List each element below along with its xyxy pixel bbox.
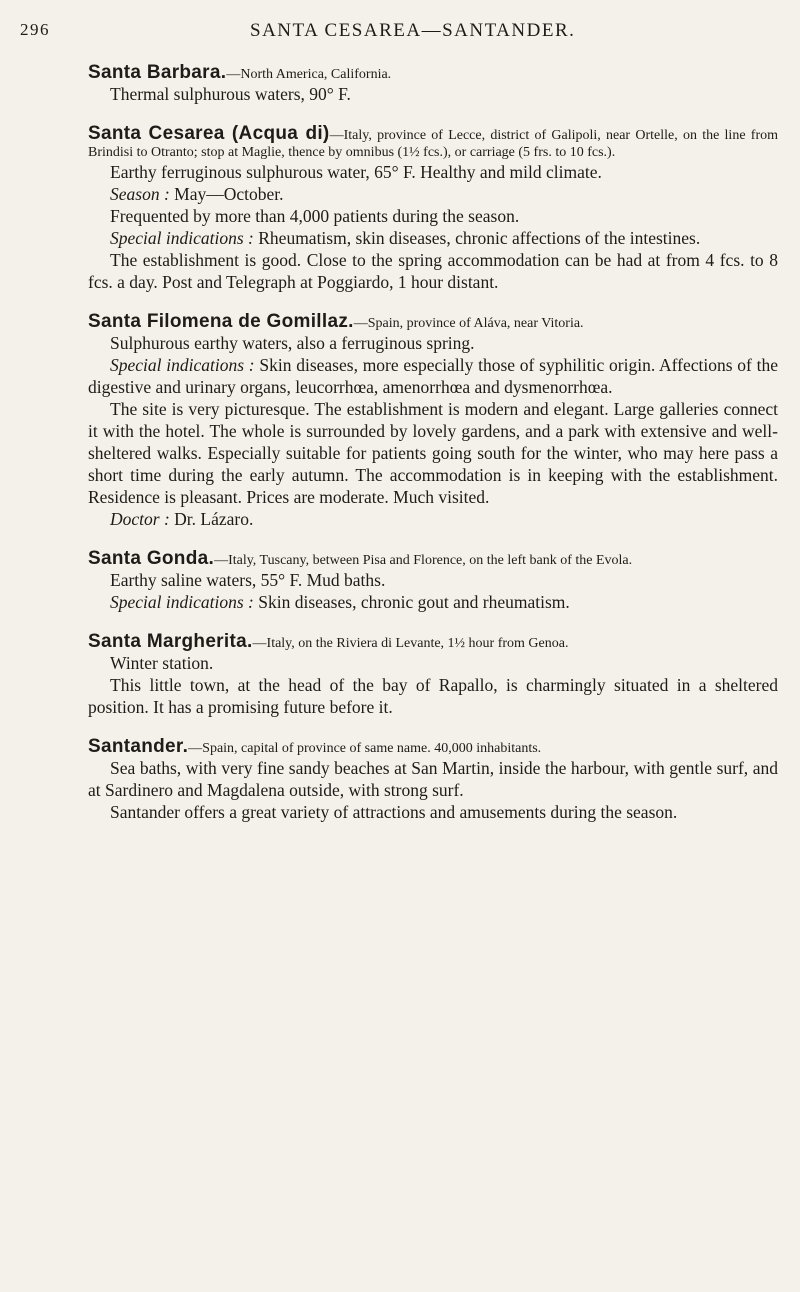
entry-paragraph (88, 508, 778, 530)
entry-paragraph (88, 757, 778, 801)
entry-headline (88, 738, 778, 757)
paragraph-text: Earthy saline waters, 55° F. Mud baths. (110, 570, 386, 590)
entry-paragraph (88, 249, 778, 293)
entry-name: Santa Filomena de Gomillaz. (88, 311, 354, 332)
entry (88, 738, 778, 823)
paragraph-text: Frequented by more than 4,000 patients during the season. (110, 206, 520, 226)
entry-headline (88, 313, 778, 332)
entry-paragraph (88, 332, 778, 354)
entry-paragraph (88, 161, 778, 183)
paragraph-label: Special indications : (110, 355, 255, 375)
paragraph-text: The site is very picturesque. The establishment is modern and elegant. Large galleries connect it with the hotel. The whole is surrounded by lovely gardens, and a park with extensive and well-sheltered walks. Especially suitable for patients going south for the winter, who may here pass a short time during the early autumn. The accommodation is in keeping with the establishment. Residence is pleasant. Prices are moderate. Much visited. (88, 399, 778, 507)
entry-location: —Italy, Tuscany, between Pisa and Florence, on the left bank of the Evola. (214, 553, 633, 568)
page-number: 296 (20, 20, 50, 39)
entry-headline (88, 125, 778, 161)
entry-headline (88, 633, 778, 652)
entry (88, 64, 778, 105)
entry-name: Santa Barbara. (88, 62, 227, 83)
paragraph-text: Santander offers a great variety of attractions and amusements during the season. (110, 802, 678, 822)
entry-paragraph (88, 591, 778, 613)
paragraph-text: Skin diseases, more especially those of syphilitic origin. Affections of the digestive and urinary organs, leucorrhœa, amenorrhœa and dysmenorrhœa. (88, 355, 778, 397)
entry (88, 550, 778, 613)
paragraph-text: Skin diseases, chronic gout and rheumatism. (253, 592, 570, 612)
entry-location: —Spain, capital of province of same name. 40,000 inhabitants. (188, 741, 542, 756)
paragraph-text: The establishment is good. Close to the spring accommodation can be had at from 4 fcs. to 8 fcs. a day. Post and Telegraph at Poggiardo, 1 hour distant. (88, 250, 778, 292)
entry-location: —Spain, province of Aláva, near Vitoria. (353, 316, 584, 331)
entry-name: Santander. (88, 736, 189, 757)
paragraph-text: Dr. Lázaro. (169, 509, 254, 529)
paragraph-label: Special indications : (110, 228, 254, 248)
entry-paragraph (88, 205, 778, 227)
gazetteer-entries (88, 64, 778, 843)
entry-paragraph (88, 227, 778, 249)
entry-paragraph (88, 674, 778, 718)
entry (88, 633, 778, 718)
entry-name: Santa Cesarea (Acqua di) (88, 123, 330, 144)
paragraph-text: This little town, at the head of the bay of Rapallo, is charmingly situated in a sheltered position. It has a promising future before it. (88, 675, 778, 717)
paragraph-text: Thermal sulphurous waters, 90° F. (110, 84, 351, 104)
paragraph-label: Doctor : (110, 509, 170, 529)
paragraph-text: Rheumatism, skin diseases, chronic affections of the intestines. (253, 228, 701, 248)
paragraph-text: Earthy ferruginous sulphurous water, 65° F. Healthy and mild climate. (110, 162, 602, 182)
paragraph-text: Sea baths, with very fine sandy beaches at San Martin, inside the harbour, with gentle surf, and at Sardinero and Magdalena outside, with strong surf. (88, 758, 778, 800)
entry-paragraph (88, 569, 778, 591)
entry-paragraph (88, 652, 778, 674)
paragraph-label: Special indications : (110, 592, 254, 612)
entry-name: Santa Gonda. (88, 548, 215, 569)
entry-headline (88, 550, 778, 569)
entry-location: —North America, California. (226, 67, 392, 82)
entry (88, 125, 778, 293)
running-title: SANTA CESAREA—SANTANDER. (250, 20, 576, 41)
entry-paragraph (88, 83, 778, 105)
paragraph-label: Season : (110, 184, 170, 204)
entry-headline (88, 64, 778, 83)
paragraph-text: Winter station. (110, 653, 214, 673)
paragraph-text: Sulphurous earthy waters, also a ferruginous spring. (110, 333, 475, 353)
entry (88, 313, 778, 530)
entry-location: —Italy, on the Riviera di Levante, 1½ hour from Genoa. (252, 636, 569, 651)
entry-paragraph (88, 183, 778, 205)
entry-paragraph (88, 354, 778, 398)
entry-name: Santa Margherita. (88, 631, 253, 652)
entry-paragraph (88, 398, 778, 508)
entry-location: —Italy, province of Lecce, district of Galipoli, near Ortelle, on the line from Brindisi to Otranto; stop at Maglie, thence by omnibus (1½ fcs.), or carriage (5 frs. to 10 fcs.). (88, 128, 778, 160)
entry-paragraph (88, 801, 778, 823)
paragraph-text: May—October. (169, 184, 284, 204)
